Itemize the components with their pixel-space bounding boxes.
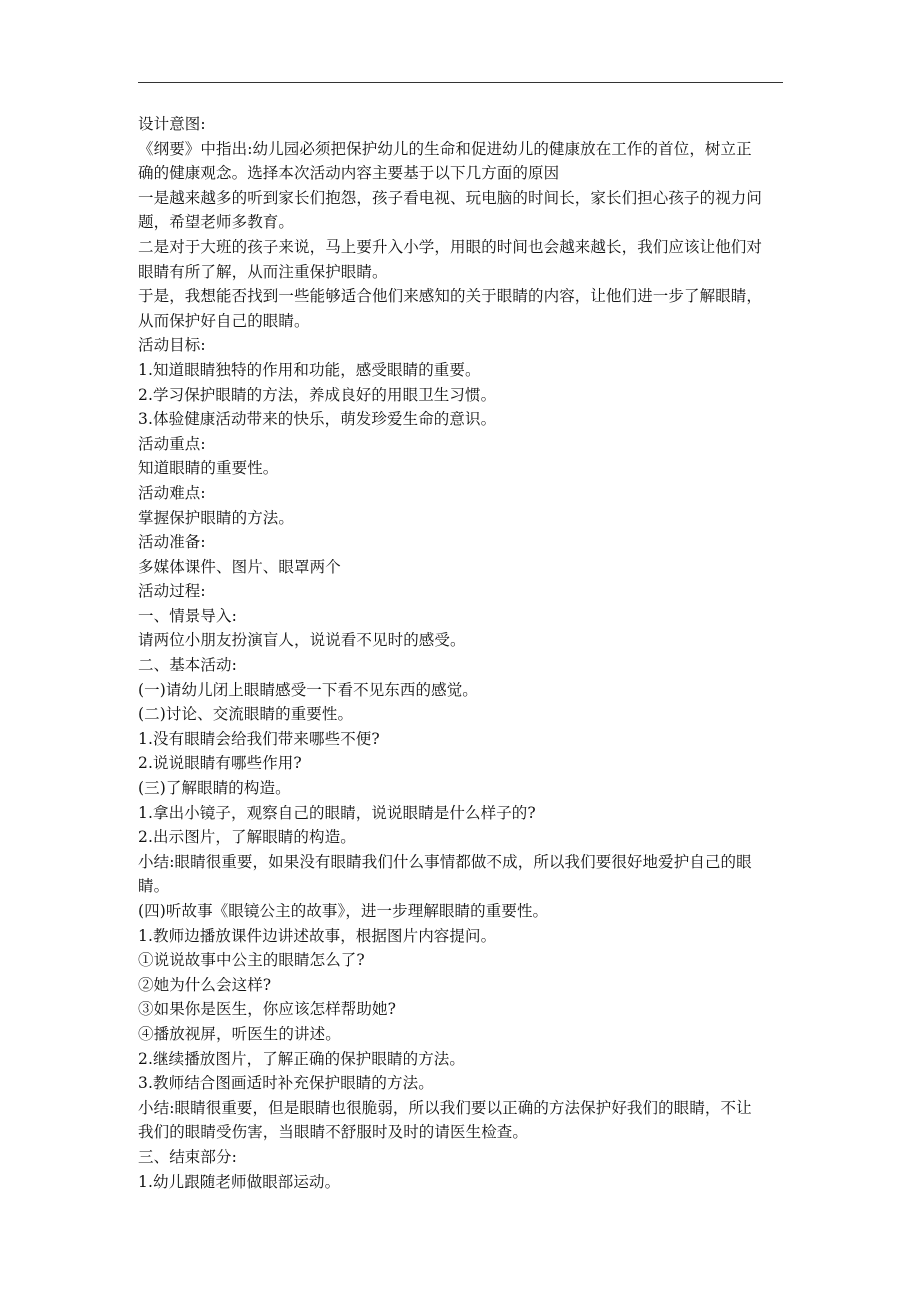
text-line: 多媒体课件、图片、眼罩两个: [138, 557, 341, 576]
text-line: 1.教师边播放课件边讲述故事，根据图片内容提问。: [138, 926, 497, 945]
text-line: 《纲要》中指出:幼儿园必须把保护幼儿的生命和促进幼儿的健康放在工作的首位，树立正: [138, 139, 752, 158]
text-line: 三、结束部分:: [138, 1147, 237, 1166]
text-line: 我们的眼睛受伤害，当眼睛不舒服时及时的请医生检查。: [138, 1123, 529, 1142]
text-line: 二、基本活动:: [138, 656, 237, 675]
section-heading: 活动准备:: [138, 533, 206, 552]
text-line: 1.没有眼睛会给我们带来哪些不便?: [138, 729, 380, 748]
text-line: 3.体验健康活动带来的快乐，萌发珍爱生命的意识。: [138, 410, 497, 429]
text-line: 知道眼睛的重要性。: [138, 459, 279, 478]
text-line: 2.出示图片，了解眼睛的构造。: [138, 828, 356, 847]
text-line: 1.拿出小镜子，观察自己的眼睛，说说眼睛是什么样子的?: [138, 803, 536, 822]
text-line: 1.知道眼睛独特的作用和功能，感受眼睛的重要。: [138, 360, 481, 379]
text-line: 2.继续播放图片，了解正确的保护眼睛的方法。: [138, 1049, 465, 1068]
text-line: 2.说说眼睛有哪些作用?: [138, 754, 302, 773]
text-line: 眼睛有所了解，从而注重保护眼睛。: [138, 262, 388, 281]
text-line: ①说说故事中公主的眼睛怎么了?: [138, 951, 365, 970]
text-line: 2.学习保护眼睛的方法，养成良好的用眼卫生习惯。: [138, 385, 497, 404]
text-line: (一)请幼儿闭上眼睛感受一下看不见东西的感觉。: [138, 680, 478, 699]
text-line: 1.幼儿跟随老师做眼部运动。: [138, 1172, 341, 1191]
header-rule: [138, 82, 783, 83]
section-heading: 活动难点:: [138, 483, 206, 502]
text-line: 一、情景导入:: [138, 606, 237, 625]
document-body: [138, 112, 788, 1194]
section-heading: 活动目标:: [138, 336, 206, 355]
text-line: 一是越来越多的听到家长们抱怨，孩子看电视、玩电脑的时间长，家长们担心孩子的视力问: [138, 188, 763, 207]
text-line: 掌握保护眼睛的方法。: [138, 508, 295, 527]
text-line: 睛。: [138, 877, 170, 896]
section-heading: 活动过程:: [138, 582, 206, 601]
text-line: ②她为什么会这样?: [138, 975, 272, 994]
text-line: 小结:眼睛很重要，如果没有眼睛我们什么事情都做不成，所以我们要很好地爱护自己的眼: [138, 852, 752, 871]
text-line: 请两位小朋友扮演盲人，说说看不见时的感受。: [138, 631, 466, 650]
text-line: 设计意图:: [138, 115, 206, 133]
text-line: ④播放视屏，听医生的讲述。: [138, 1024, 341, 1043]
text-line: 3.教师结合图画适时补充保护眼睛的方法。: [138, 1074, 434, 1093]
text-line: (三)了解眼睛的构造。: [138, 779, 291, 798]
text-line: 题，希望老师多教育。: [138, 213, 295, 232]
text-line: (四)听故事《眼镜公主的故事》，进一步理解眼睛的重要性。: [138, 902, 549, 920]
text-line: 从而保护好自己的眼睛。: [138, 311, 310, 330]
text-line: (二)讨论、交流眼睛的重要性。: [138, 705, 354, 724]
text-line: 二是对于大班的孩子来说，马上要升入小学，用眼的时间也会越来越长，我们应该让他们对: [138, 237, 763, 256]
text-line: 确的健康观念。选择本次活动内容主要基于以下几方面的原因: [138, 164, 560, 183]
text-line: ③如果你是医生，你应该怎样帮助她?: [138, 1000, 397, 1019]
section-heading: 活动重点:: [138, 434, 206, 453]
text-line: 于是，我想能否找到一些能够适合他们来感知的关于眼睛的内容，让他们进一步了解眼睛，: [138, 287, 763, 306]
text-line: 小结:眼睛很重要，但是眼睛也很脆弱，所以我们要以正确的方法保护好我们的眼睛，不让: [138, 1098, 752, 1117]
